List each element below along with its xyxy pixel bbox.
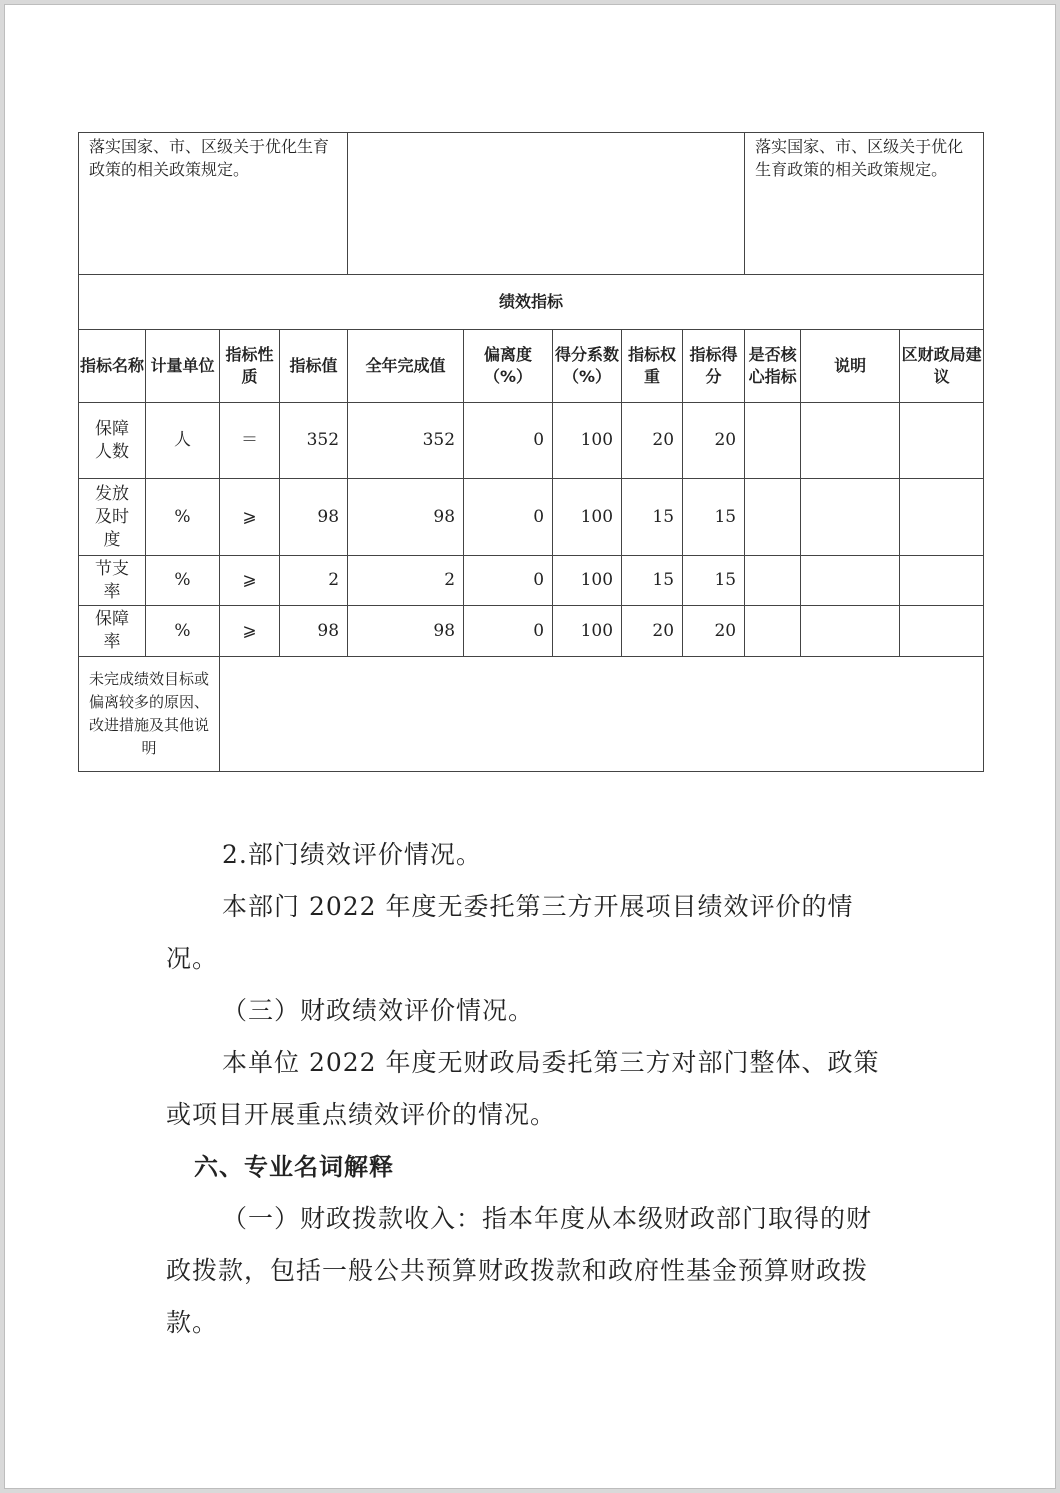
- unit: %: [146, 606, 220, 657]
- table-row: [79, 606, 984, 657]
- actual-value: 98: [348, 479, 464, 556]
- advice: [900, 403, 984, 479]
- reason-label-text: 未完成绩效目标或偏离较多的原因、改进措施及其他说明: [89, 670, 210, 757]
- unit: %: [146, 479, 220, 556]
- target-value: 2: [280, 556, 348, 606]
- core-flag: [745, 403, 801, 479]
- body-text: [166, 829, 896, 1349]
- description: [801, 479, 900, 556]
- deviation: 0: [464, 606, 553, 657]
- core-flag: [745, 479, 801, 556]
- score-coef: 100: [553, 556, 622, 606]
- nature: ⩾: [220, 606, 280, 657]
- weight: 20: [622, 403, 683, 479]
- description: [801, 606, 900, 657]
- weight: 15: [622, 556, 683, 606]
- reason-label: [79, 657, 220, 772]
- table-row: [79, 403, 984, 479]
- score-coef: 100: [553, 606, 622, 657]
- nature: ⩾: [220, 479, 280, 556]
- indicator-name: 发放及时度: [79, 479, 146, 556]
- indicator-name: 节支率: [79, 556, 146, 606]
- header-cell: 指标名称: [79, 330, 146, 403]
- reason-value: [220, 657, 984, 772]
- header-cell: 说明: [801, 330, 900, 403]
- indicator-name: 保障率: [79, 606, 146, 657]
- target-value: 98: [280, 479, 348, 556]
- nature: ⩾: [220, 556, 280, 606]
- header-cell: 得分系数（%）: [553, 330, 622, 403]
- score-coef: 100: [553, 479, 622, 556]
- paragraph: 2.部门绩效评价情况。: [222, 840, 482, 869]
- header-cell: 指标得分: [683, 330, 745, 403]
- nature: ＝: [220, 403, 280, 479]
- reason-row: [79, 657, 984, 772]
- header-cell: 全年完成值: [348, 330, 464, 403]
- performance-table: [78, 132, 984, 772]
- header-row: [79, 330, 984, 403]
- header-cell: 指标值: [280, 330, 348, 403]
- indicator-name: 保障人数: [79, 403, 146, 479]
- target-value: 98: [280, 606, 348, 657]
- paragraph: （三）财政绩效评价情况。: [222, 996, 535, 1025]
- core-flag: [745, 606, 801, 657]
- unit: %: [146, 556, 220, 606]
- advice: [900, 479, 984, 556]
- top-right-text: 落实国家、市、区级关于优化生育政策的相关政策规定。: [745, 133, 984, 275]
- description: [801, 403, 900, 479]
- header-cell: 指标性质: [220, 330, 280, 403]
- perf-title: 绩效指标: [79, 275, 984, 330]
- advice: [900, 606, 984, 657]
- score: 15: [683, 556, 745, 606]
- target-value: 352: [280, 403, 348, 479]
- score-coef: 100: [553, 403, 622, 479]
- section-heading: 六、专业名词解释: [194, 1153, 394, 1181]
- weight: 20: [622, 606, 683, 657]
- table-row: [79, 556, 984, 606]
- deviation: 0: [464, 479, 553, 556]
- score: 15: [683, 479, 745, 556]
- top-row: [79, 133, 984, 275]
- paragraph: 本部门 2022 年度无委托第三方开展项目绩效评价的情况。: [166, 892, 854, 973]
- actual-value: 2: [348, 556, 464, 606]
- deviation: 0: [464, 556, 553, 606]
- actual-value: 352: [348, 403, 464, 479]
- description: [801, 556, 900, 606]
- weight: 15: [622, 479, 683, 556]
- paragraph: 本单位 2022 年度无财政局委托第三方对部门整体、政策或项目开展重点绩效评价的情况。: [166, 1048, 880, 1129]
- deviation: 0: [464, 403, 553, 479]
- advice: [900, 556, 984, 606]
- header-cell: 是否核心指标: [745, 330, 801, 403]
- score: 20: [683, 606, 745, 657]
- header-cell: 计量单位: [146, 330, 220, 403]
- paragraph: （一）财政拨款收入：指本年度从本级财政部门取得的财政拨款，包括一般公共预算财政拨款和政府性基金预算财政拨款。: [166, 1204, 873, 1337]
- top-middle-cell: [348, 133, 745, 275]
- header-cell: 偏离度（%）: [464, 330, 553, 403]
- score: 20: [683, 403, 745, 479]
- table-row: [79, 479, 984, 556]
- actual-value: 98: [348, 606, 464, 657]
- unit: 人: [146, 403, 220, 479]
- header-cell: 指标权重: [622, 330, 683, 403]
- top-left-text: 落实国家、市、区级关于优化生育政策的相关政策规定。: [79, 133, 348, 275]
- core-flag: [745, 556, 801, 606]
- header-cell: 区财政局建议: [900, 330, 984, 403]
